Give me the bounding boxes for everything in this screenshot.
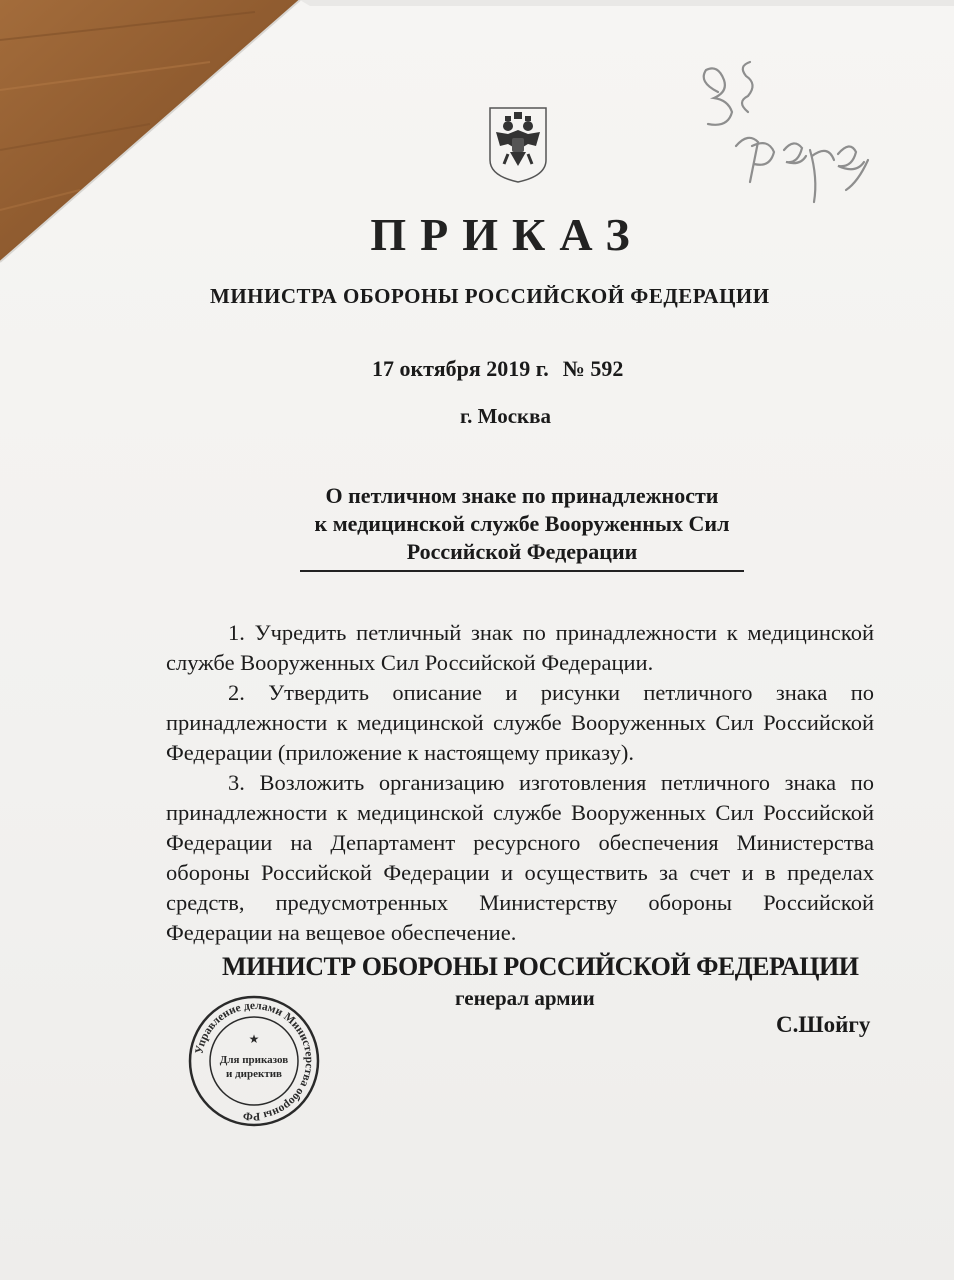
- signatory-title: МИНИСТР ОБОРОНЫ РОССИЙСКОЙ ФЕДЕРАЦИИ: [222, 952, 859, 981]
- document-subtitle: МИНИСТРА ОБОРОНЫ РОССИЙСКОЙ ФЕДЕРАЦИИ: [210, 284, 770, 308]
- coat-of-arms-emblem: [486, 106, 550, 184]
- official-stamp: [186, 993, 322, 1129]
- paragraph-3: 3. Возложить организацию изготовления петличного знака по принадлежности к медицинской службе Вооруженных Сил Российской Федерации на Департамент ресурсного обеспечения Министерства обороны Российской Федерации и осуществить за счет и в пределах средств, предусмотренных Министерству обороны Российской Федерации на вещевое обеспечение.: [166, 770, 874, 945]
- order-body: [166, 618, 874, 948]
- paragraph-1: 1. Учредить петличный знак по принадлежности к медицинской службе Вооруженных Сил Российской Федерации.: [166, 620, 874, 675]
- handwritten-note: [688, 42, 888, 212]
- signatory-name: С.Шойгу: [776, 1012, 871, 1037]
- subject-line-1: О петличном знаке по принадлежности: [325, 483, 719, 508]
- signatory-rank: генерал армии: [455, 986, 595, 1010]
- city-location: г. Москва: [460, 404, 551, 428]
- stamp-ring-text: Управление делами Министерства обороны РФ: [193, 999, 316, 1123]
- stamp-star-icon: ★: [248, 1032, 260, 1046]
- order-date: 17 октября 2019 г.: [372, 356, 549, 381]
- order-subject: [300, 482, 744, 566]
- subject-line-2: к медицинской службе Вооруженных Сил: [314, 511, 730, 536]
- subject-underline: [300, 570, 744, 572]
- paragraph-2: 2. Утвердить описание и рисунки петличного знака по принадлежности к медицинской службе Вооруженных Сил Российской Федерации (приложение к настоящему приказу).: [166, 680, 874, 765]
- stamp-center-line-2: и директив: [225, 1068, 283, 1080]
- date-number-line: [372, 356, 692, 382]
- document-title: ПРИКАЗ: [370, 209, 644, 260]
- subject-line-3: Российской Федерации: [406, 539, 638, 564]
- order-number: № 592: [562, 356, 624, 381]
- stamp-center-line-1: Для приказов: [219, 1054, 289, 1066]
